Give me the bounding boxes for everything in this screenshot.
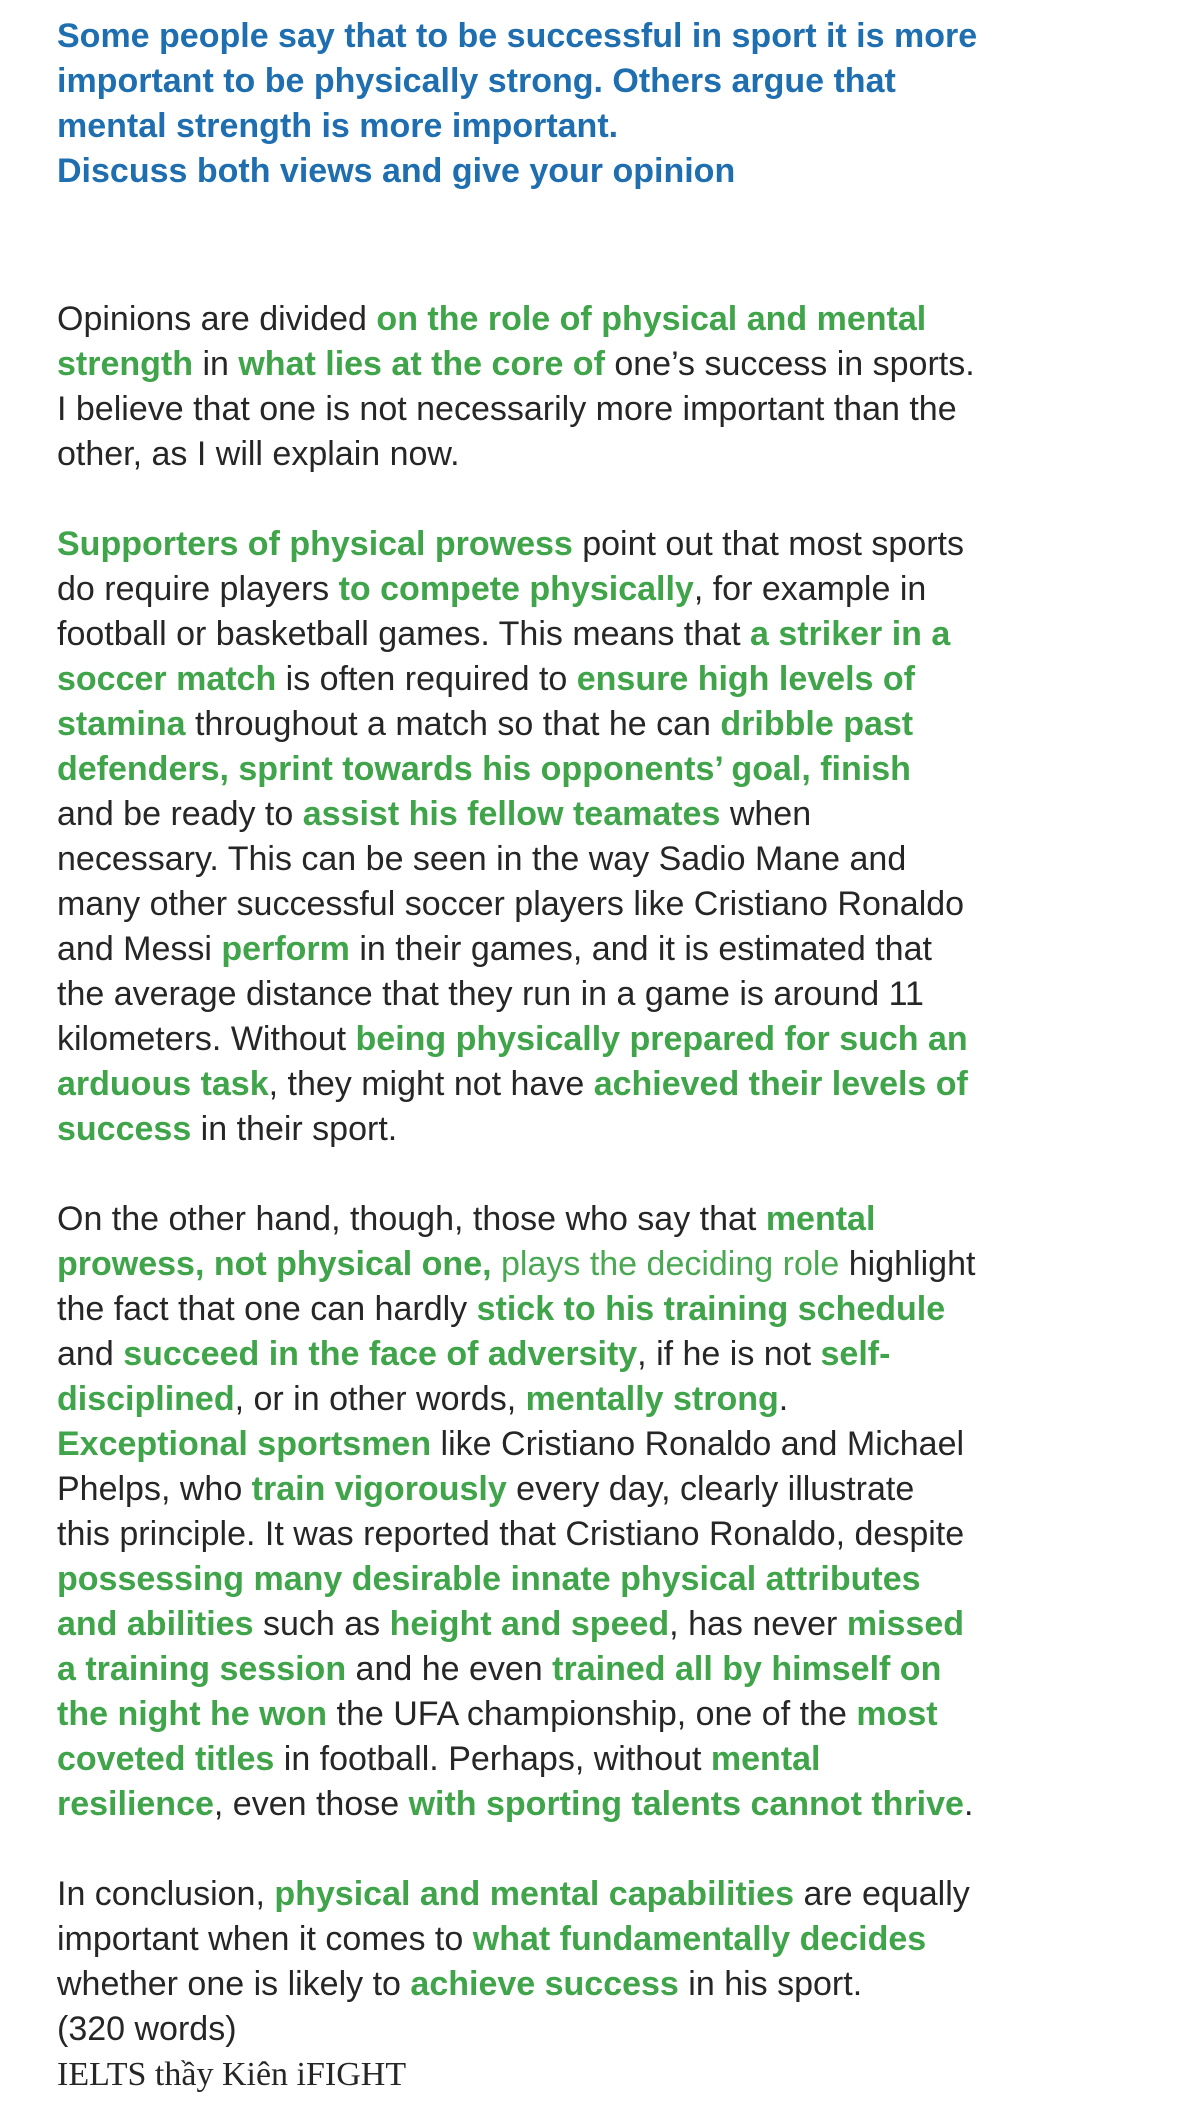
text-line: this principle. It was reported that Cristiano Ronaldo, despite: [57, 1515, 965, 1553]
text-line: do require players to compete physically, for example in: [57, 570, 927, 608]
prompt-line: Some people say that to be successful in sport it is more: [57, 17, 978, 55]
text-line: stamina throughout a match so that he can dribble past: [57, 705, 914, 743]
text-line: soccer match is often required to ensure high levels of: [57, 660, 915, 698]
text-line: the average distance that they run in a game is around 11: [57, 975, 924, 1013]
highlighted-phrase: prowess, not physical one,: [57, 1245, 492, 1283]
highlighted-phrase: coveted titles: [57, 1740, 275, 1778]
essay-body: [57, 297, 1150, 2097]
text-line: many other successful soccer players like Cristiano Ronaldo: [57, 885, 965, 923]
text-line: Supporters of physical prowess point out that most sports: [57, 525, 964, 563]
highlighted-phrase: a striker in a: [749, 615, 951, 653]
text-line: and abilities such as height and speed, has never missed: [57, 1605, 965, 1643]
text-line: [57, 747, 1150, 792]
text-line: In conclusion, physical and mental capabilities are equally: [57, 1875, 970, 1913]
paragraph-conclusion: [57, 1872, 1150, 2097]
highlighted-phrase: strength: [57, 345, 193, 383]
text-line: coveted titles in football. Perhaps, without mental: [57, 1740, 821, 1778]
highlighted-phrase: physical and mental capabilities: [274, 1875, 794, 1913]
highlighted-phrase: resilience: [57, 1785, 214, 1823]
text-line: and be ready to assist his fellow teamates when: [57, 795, 812, 833]
text-line: success in their sport.: [57, 1110, 398, 1148]
highlighted-phrase: self-: [820, 1335, 891, 1373]
text-line: the fact that one can hardly stick to his training schedule: [57, 1290, 946, 1328]
highlighted-phrase: to compete physically: [338, 570, 694, 608]
highlighted-phrase: dribble past: [720, 705, 914, 743]
author-signature: IELTS thầy Kiên iFIGHT: [57, 2056, 407, 2093]
paragraph-physical-strength: [57, 522, 1150, 1152]
word-count: (320 words): [57, 2010, 237, 2048]
text-line: kilometers. Without being physically prepared for such an: [57, 1020, 968, 1058]
highlighted-phrase: mental: [765, 1200, 876, 1238]
highlighted-phrase: achieved their levels of: [593, 1065, 968, 1103]
text-line: and Messi perform in their games, and it is estimated that: [57, 930, 932, 968]
text-line: other, as I will explain now.: [57, 435, 460, 473]
highlighted-phrase: with sporting talents cannot thrive: [408, 1785, 964, 1823]
highlighted-phrase: achieve success: [410, 1965, 679, 2003]
text-line: disciplined, or in other words, mentally strong.: [57, 1380, 789, 1418]
text-line: resilience, even those with sporting talents cannot thrive.: [57, 1785, 974, 1823]
text-line: I believe that one is not necessarily more important than the: [57, 390, 957, 428]
highlighted-phrase: perform: [221, 930, 350, 968]
text-line: arduous task, they might not have achieved their levels of: [57, 1065, 968, 1103]
highlighted-phrase: succeed in the face of adversity: [123, 1335, 638, 1373]
text-line: [57, 1557, 1150, 1602]
text-line: strength in what lies at the core of one’s success in sports.: [57, 345, 975, 383]
highlighted-phrase: Exceptional sportsmen: [57, 1425, 432, 1463]
highlighted-phrase: success: [57, 1110, 192, 1148]
highlighted-phrase: ensure high levels of: [576, 660, 915, 698]
highlighted-phrase: missed: [846, 1605, 965, 1643]
highlighted-phrase: disciplined: [57, 1380, 235, 1418]
highlighted-phrase: what fundamentally decides: [472, 1920, 927, 1958]
highlighted-phrase: the night he won: [57, 1695, 328, 1733]
highlighted-phrase: stamina: [57, 705, 186, 743]
text-line: Phelps, who train vigorously every day, clearly illustrate: [57, 1470, 915, 1508]
highlighted-phrase: train vigorously: [251, 1470, 507, 1508]
text-line: the night he won the UFA championship, one of the most: [57, 1695, 938, 1733]
highlighted-phrase: height and speed: [389, 1605, 670, 1643]
text-line: On the other hand, though, those who say that mental: [57, 1200, 876, 1238]
highlighted-phrase: and abilities: [57, 1605, 254, 1643]
highlighted-phrase: possessing many desirable innate physical attributes: [57, 1560, 921, 1598]
highlighted-phrase: Supporters of physical prowess: [57, 525, 573, 563]
highlighted-phrase: being physically prepared for such an: [355, 1020, 968, 1058]
paragraph-mental-strength: [57, 1197, 1150, 1827]
text-line: Opinions are divided on the role of physical and mental: [57, 300, 927, 338]
text-line: important when it comes to what fundamentally decides: [57, 1920, 927, 1958]
text-line: a training session and he even trained all by himself on: [57, 1650, 942, 1688]
highlighted-phrase: mentally strong: [525, 1380, 779, 1418]
highlighted-phrase: mental: [710, 1740, 821, 1778]
text-line: football or basketball games. This means that a striker in a: [57, 615, 951, 653]
text-line: and succeed in the face of adversity, if he is not self-: [57, 1335, 891, 1373]
text-line: Exceptional sportsmen like Cristiano Ronaldo and Michael: [57, 1425, 965, 1463]
highlighted-phrase: most: [856, 1695, 938, 1733]
highlighted-phrase: plays the deciding role: [501, 1245, 840, 1283]
prompt-line: Discuss both views and give your opinion: [57, 152, 736, 190]
paragraph-introduction: [57, 297, 1150, 477]
highlighted-phrase: trained all by himself on: [552, 1650, 942, 1688]
prompt-line: mental strength is more important.: [57, 107, 619, 145]
highlighted-phrase: stick to his training schedule: [476, 1290, 946, 1328]
highlighted-phrase: defenders, sprint towards his opponents’ goal, finish: [57, 750, 911, 788]
highlighted-phrase: on the role of physical and mental: [376, 300, 927, 338]
essay-prompt: [57, 14, 1150, 194]
highlighted-phrase: assist his fellow teamates: [302, 795, 721, 833]
text-line: prowess, not physical one, plays the deciding role highlight: [57, 1245, 976, 1283]
highlighted-phrase: what lies at the core of: [238, 345, 605, 383]
highlighted-phrase: arduous task: [57, 1065, 269, 1103]
highlighted-phrase: soccer match: [57, 660, 277, 698]
text-line: whether one is likely to achieve success in his sport.: [57, 1965, 863, 2003]
text-line: necessary. This can be seen in the way Sadio Mane and: [57, 840, 907, 878]
highlighted-phrase: a training session: [57, 1650, 347, 1688]
prompt-line: important to be physically strong. Others argue that: [57, 62, 896, 100]
